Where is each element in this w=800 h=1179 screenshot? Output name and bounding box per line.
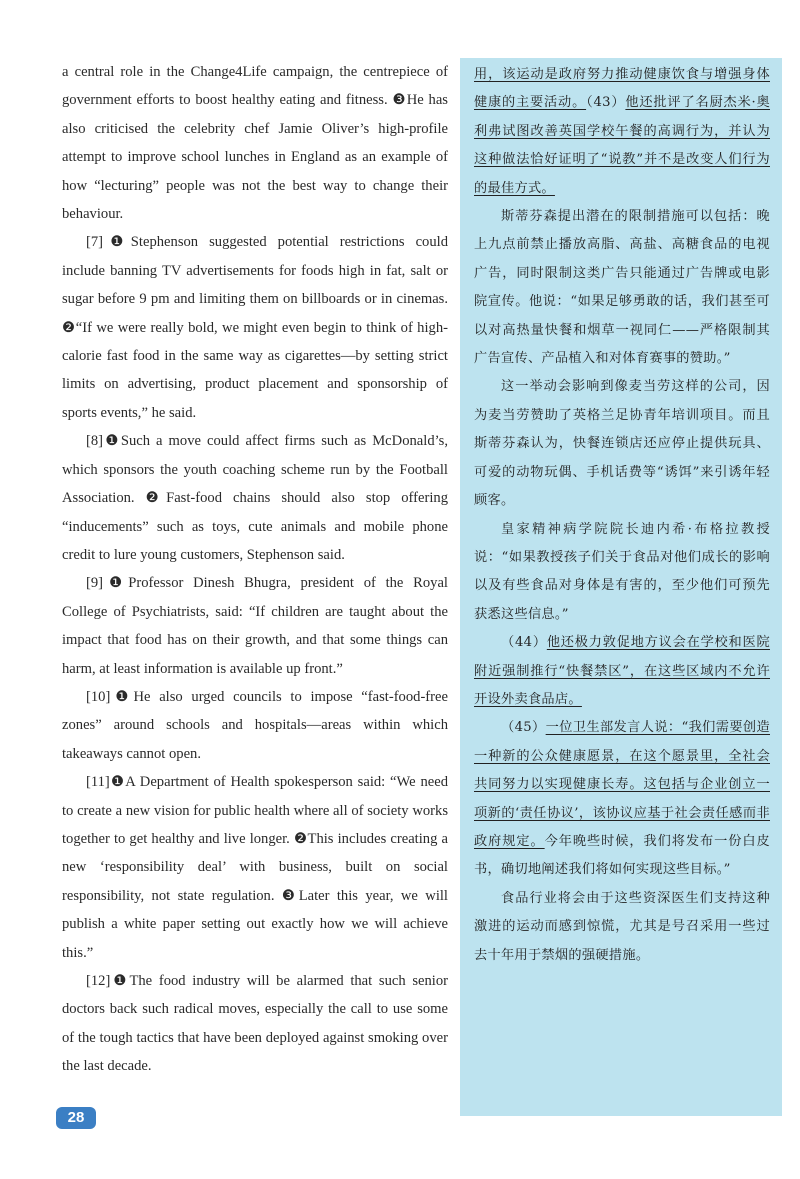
underlined-translation-43: 他还批评了名厨杰米·奥利弗试图改善英国学校午餐的高调行为，并认为这种做法恰好证明了“说教”并不是改变人们行为的最佳方式。 — [474, 95, 770, 196]
english-paragraph-7: [7]❶Stephenson suggested potential restrictions could include banning TV advertisements for foods high in fat, salt or sugar before 9 pm and limiting them on billboards or in cinemas. ❷“If we were really bold, we might even begin to think of high-calorie fast food in the same way as cigarettes—by setting strict limits on advertising, product placement and sponsorship of sports events,” he said. — [62, 234, 448, 421]
chinese-paragraph-10 — [474, 629, 770, 714]
english-paragraph-10: [10]❶He also urged councils to impose “fast-food-free zones” around schools and hospitals—areas within which takeaways cannot open. — [62, 688, 448, 762]
chinese-paragraph-12: 食品行业将会由于这些资深医生们支持这种激进的运动而感到惊慌，尤其是号召采用一些过去十年用于禁烟的强硬措施。 — [474, 890, 770, 963]
chinese-paragraph-11 — [474, 714, 770, 884]
english-paragraph-9: [9]❶Professor Dinesh Bhugra, president of the Royal College of Psychiatrists, said: “If children are taught about the impact that food has on their growth, and that some things can harm, at least information is available up front.” — [62, 575, 448, 677]
chinese-column — [474, 61, 770, 970]
question-marker-44: （44） — [501, 635, 547, 651]
english-paragraph-continued: a central role in the Change4Life campaign, the centrepiece of government efforts to boost healthy eating and fitness. ❸He has also criticised the celebrity chef Jamie Oliver’s high-profile attempt to improve school lunches in England as an example of how “lecturing” people was not the best way to change their behaviour. — [62, 64, 448, 223]
chinese-paragraph-9: 皇家精神病学院院长迪内希·布格拉教授说：“如果教授孩子们关于食品对他们成长的影响以及有些食品对身体是有害的，至少他们可预先获悉这些信息。” — [474, 521, 770, 622]
english-paragraph-8: [8]❶Such a move could affect firms such as McDonald’s, which sponsors the youth coaching scheme run by the Football Association. ❷Fast-food chains should also stop offering “inducements” such as toys, cute animals and mobile phone credit to lure young customers, Stephenson said. — [62, 433, 448, 563]
underlined-translation-45: 一位卫生部发言人说：“我们需要创造一种新的公众健康愿景，在这个愿景里，全社会共同努力以实现健康长寿。这包括与企业创立一项新的‘责任协议’，该协议应基于社会责任感而非政府规定。 — [474, 720, 770, 849]
chinese-paragraph-continued — [474, 61, 770, 203]
chinese-paragraph-11-rest: 今年晚些时候，我们将发布一份白皮书，确切地阐述我们将如何实现这些目标。” — [474, 833, 770, 878]
question-marker-43: （43） — [586, 95, 626, 111]
underlined-translation-44: 他还极力敦促地方议会在学校和医院附近强制推行“快餐禁区”，在这些区域内不允许开设外卖食品店。 — [474, 635, 770, 707]
underlined-translation: 用，该运动是政府努力推动健康饮食与增强身体健康的主要活动。 — [474, 67, 770, 111]
page-number-badge: 28 — [56, 1107, 96, 1129]
english-paragraph-12: [12]❶The food industry will be alarmed that such senior doctors back such radical moves, especially the call to use some of the tough tactics that have been deployed against smoking over the last decade. — [62, 973, 448, 1075]
english-column — [62, 58, 448, 1081]
english-paragraph-11: [11]❶A Department of Health spokesperson said: “We need to create a new vision for public health where all of society works together to get healthy and live longer. ❷This includes creating a new ‘responsibility deal’ with business, built on social responsibility, not state regulation. ❸Later this year, we will publish a white paper setting out exactly how we will achieve this.” — [62, 774, 448, 961]
chinese-paragraph-8: 这一举动会影响到像麦当劳这样的公司，因为麦当劳赞助了英格兰足协青年培训项目。而且斯蒂芬森认为，快餐连锁店还应停止提供玩具、可爱的动物玩偶、手机话费等“诱饵”来引诱年轻顾客。 — [474, 379, 770, 509]
question-marker-45: （45） — [501, 720, 546, 736]
chinese-paragraph-7: 斯蒂芬森提出潜在的限制措施可以包括：晚上九点前禁止播放高脂、高盐、高糖食品的电视广告，同时限制这类广告只能通过广告牌或电影院宣传。他说：“如果足够勇敢的话，我们甚至可以对高热量快餐和烟草一视同仁——严格限制其广告宣传、产品植入和对体育赛事的赞助。” — [474, 209, 770, 367]
